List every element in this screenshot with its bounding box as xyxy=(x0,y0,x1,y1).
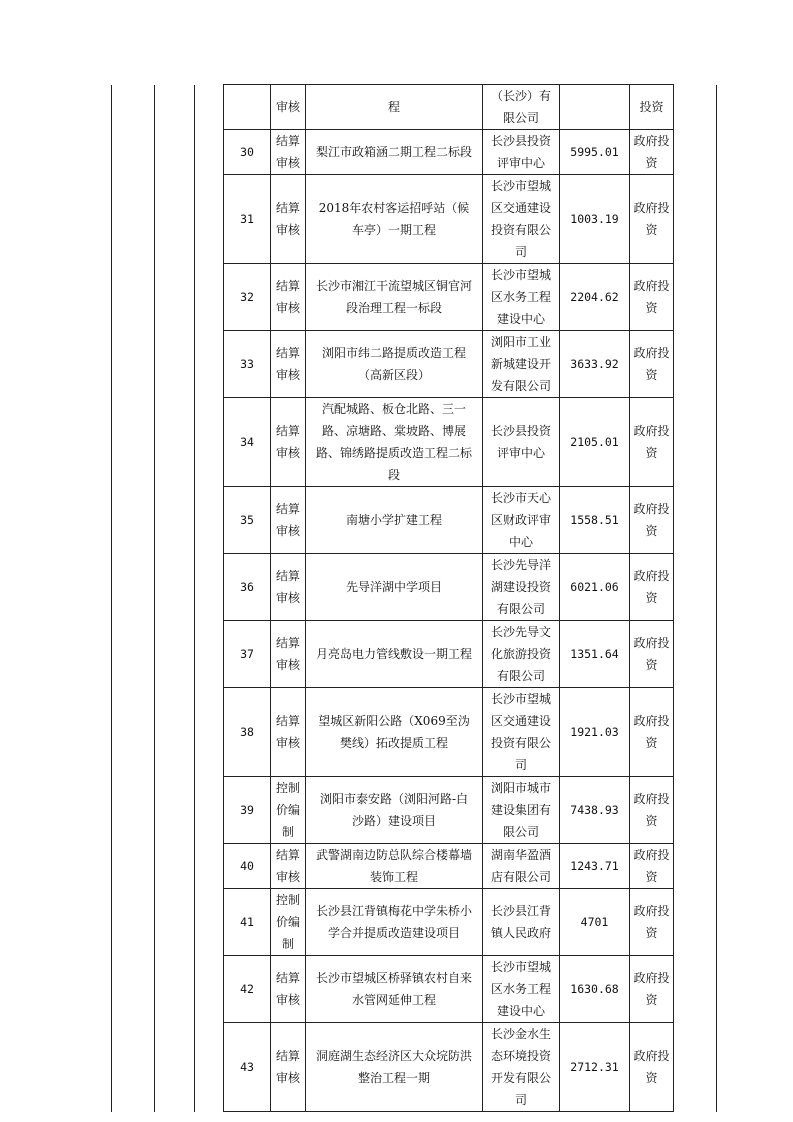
organization-cell: 长沙市望城区水务工程建设中心 xyxy=(483,956,560,1023)
blank-cell xyxy=(112,777,155,844)
blank-cell xyxy=(195,264,224,331)
blank-cell xyxy=(112,889,155,956)
audit-type-cell: 结算审核 xyxy=(271,621,306,688)
blank-cell xyxy=(195,844,224,889)
blank-cell xyxy=(112,487,155,554)
fund-source-cell: 政府投资 xyxy=(630,554,674,621)
row-number-cell: 39 xyxy=(224,777,271,844)
audit-type-cell: 结算审核 xyxy=(271,844,306,889)
blank-cell xyxy=(195,1023,224,1112)
audit-type-cell: 结算审核 xyxy=(271,487,306,554)
fund-source-cell: 政府投资 xyxy=(630,130,674,175)
amount-cell: 3633.92 xyxy=(560,331,630,398)
blank-cell xyxy=(155,398,195,487)
blank-cell xyxy=(112,331,155,398)
organization-cell: 长沙市望城区交通建设投资有限公司 xyxy=(483,688,560,777)
organization-cell: （长沙）有限公司 xyxy=(483,85,560,130)
fund-source-cell: 政府投资 xyxy=(630,264,674,331)
row-number-cell: 33 xyxy=(224,331,271,398)
fund-source-cell: 政府投资 xyxy=(630,487,674,554)
row-number-cell xyxy=(224,85,271,130)
project-name-cell: 长沙市望城区桥驿镇农村自来水管网延伸工程 xyxy=(306,956,483,1023)
blank-cell xyxy=(155,487,195,554)
organization-cell: 长沙县江背镇人民政府 xyxy=(483,889,560,956)
organization-cell: 浏阳市城市建设集团有限公司 xyxy=(483,777,560,844)
fund-source-cell: 政府投资 xyxy=(630,1023,674,1112)
organization-cell: 长沙市天心区财政评审中心 xyxy=(483,487,560,554)
organization-cell: 浏阳市工业新城建设开发有限公司 xyxy=(483,331,560,398)
blank-cell xyxy=(112,264,155,331)
row-number-cell: 31 xyxy=(224,175,271,264)
row-number-cell: 40 xyxy=(224,844,271,889)
organization-cell: 长沙县投资评审中心 xyxy=(483,398,560,487)
organization-cell: 长沙县投资评审中心 xyxy=(483,130,560,175)
blank-cell xyxy=(674,688,717,777)
table-row xyxy=(112,130,717,175)
blank-cell xyxy=(155,844,195,889)
amount-cell: 4701 xyxy=(560,889,630,956)
fund-source-cell: 政府投资 xyxy=(630,331,674,398)
row-number-cell: 34 xyxy=(224,398,271,487)
fund-source-cell: 政府投资 xyxy=(630,688,674,777)
project-name-cell: 武警湖南边防总队综合楼幕墙装饰工程 xyxy=(306,844,483,889)
project-name-cell: 程 xyxy=(306,85,483,130)
project-name-cell: 月亮岛电力管线敷设一期工程 xyxy=(306,621,483,688)
row-number-cell: 37 xyxy=(224,621,271,688)
audit-type-cell: 结算审核 xyxy=(271,331,306,398)
blank-cell xyxy=(155,264,195,331)
blank-cell xyxy=(195,175,224,264)
fund-source-cell: 政府投资 xyxy=(630,956,674,1023)
project-name-cell: 浏阳市泰安路（浏阳河路-白沙路）建设项目 xyxy=(306,777,483,844)
blank-cell xyxy=(112,175,155,264)
blank-cell xyxy=(155,621,195,688)
table-row xyxy=(112,264,717,331)
table-row xyxy=(112,1023,717,1112)
organization-cell: 长沙市望城区交通建设投资有限公司 xyxy=(483,175,560,264)
audit-type-cell: 审核 xyxy=(271,85,306,130)
blank-cell xyxy=(674,844,717,889)
table-row xyxy=(112,331,717,398)
project-name-cell: 长沙市湘江干流望城区铜官河段治理工程一标段 xyxy=(306,264,483,331)
organization-cell: 湖南华盈酒店有限公司 xyxy=(483,844,560,889)
blank-cell xyxy=(195,398,224,487)
row-number-cell: 32 xyxy=(224,264,271,331)
blank-cell xyxy=(155,175,195,264)
blank-cell xyxy=(155,688,195,777)
table-row xyxy=(112,844,717,889)
fund-source-cell: 政府投资 xyxy=(630,621,674,688)
blank-cell xyxy=(674,130,717,175)
blank-cell xyxy=(195,130,224,175)
table-row xyxy=(112,487,717,554)
project-table xyxy=(111,84,717,1112)
amount-cell: 6021.06 xyxy=(560,554,630,621)
blank-cell xyxy=(195,487,224,554)
table-row xyxy=(112,688,717,777)
project-name-cell: 汽配城路、板仓北路、三一路、凉塘路、棠坡路、博展路、锦绣路提质改造工程二标段 xyxy=(306,398,483,487)
amount-cell: 2105.01 xyxy=(560,398,630,487)
fund-source-cell: 政府投资 xyxy=(630,777,674,844)
project-name-cell: 望城区新阳公路（X069至沩樊线）拓改提质工程 xyxy=(306,688,483,777)
blank-cell xyxy=(195,554,224,621)
amount-cell: 7438.93 xyxy=(560,777,630,844)
fund-source-cell: 投资 xyxy=(630,85,674,130)
blank-cell xyxy=(112,621,155,688)
blank-cell xyxy=(674,331,717,398)
blank-cell xyxy=(112,844,155,889)
blank-cell xyxy=(195,956,224,1023)
table-row xyxy=(112,621,717,688)
blank-cell xyxy=(674,956,717,1023)
audit-type-cell: 结算审核 xyxy=(271,554,306,621)
audit-type-cell: 控制价编制 xyxy=(271,777,306,844)
row-number-cell: 36 xyxy=(224,554,271,621)
row-number-cell: 43 xyxy=(224,1023,271,1112)
blank-cell xyxy=(155,1023,195,1112)
blank-cell xyxy=(112,398,155,487)
amount-cell: 1003.19 xyxy=(560,175,630,264)
amount-cell: 1630.68 xyxy=(560,956,630,1023)
fund-source-cell: 政府投资 xyxy=(630,889,674,956)
blank-cell xyxy=(674,777,717,844)
blank-cell xyxy=(674,487,717,554)
blank-cell xyxy=(112,85,155,130)
project-name-cell: 2018年农村客运招呼站（候车亭）一期工程 xyxy=(306,175,483,264)
blank-cell xyxy=(195,331,224,398)
blank-cell xyxy=(195,889,224,956)
amount-cell: 1243.71 xyxy=(560,844,630,889)
organization-cell: 长沙先导文化旅游投资有限公司 xyxy=(483,621,560,688)
table-row xyxy=(112,175,717,264)
audit-type-cell: 结算审核 xyxy=(271,130,306,175)
project-name-cell: 浏阳市纬二路提质改造工程（高新区段） xyxy=(306,331,483,398)
blank-cell xyxy=(155,956,195,1023)
row-number-cell: 30 xyxy=(224,130,271,175)
project-name-cell: 长沙县江背镇梅花中学朱桥小学合并提质改造建设项目 xyxy=(306,889,483,956)
blank-cell xyxy=(112,688,155,777)
audit-type-cell: 结算审核 xyxy=(271,688,306,777)
amount-cell: 1558.51 xyxy=(560,487,630,554)
fund-source-cell: 政府投资 xyxy=(630,398,674,487)
blank-cell xyxy=(112,554,155,621)
project-name-cell: 先导洋湖中学项目 xyxy=(306,554,483,621)
audit-type-cell: 结算审核 xyxy=(271,398,306,487)
table-row xyxy=(112,777,717,844)
blank-cell xyxy=(674,175,717,264)
blank-cell xyxy=(112,956,155,1023)
organization-cell: 长沙金水生态环境投资开发有限公司 xyxy=(483,1023,560,1112)
table-row xyxy=(112,85,717,130)
row-number-cell: 42 xyxy=(224,956,271,1023)
row-number-cell: 35 xyxy=(224,487,271,554)
blank-cell xyxy=(155,889,195,956)
blank-cell xyxy=(195,777,224,844)
fund-source-cell: 政府投资 xyxy=(630,844,674,889)
blank-cell xyxy=(195,688,224,777)
blank-cell xyxy=(674,889,717,956)
amount-cell: 2712.31 xyxy=(560,1023,630,1112)
project-table-body xyxy=(112,85,717,1112)
amount-cell: 2204.62 xyxy=(560,264,630,331)
table-row xyxy=(112,956,717,1023)
amount-cell xyxy=(560,85,630,130)
blank-cell xyxy=(155,554,195,621)
audit-type-cell: 结算审核 xyxy=(271,264,306,331)
amount-cell: 1921.03 xyxy=(560,688,630,777)
project-name-cell: 洞庭湖生态经济区大众垸防洪整治工程一期 xyxy=(306,1023,483,1112)
fund-source-cell: 政府投资 xyxy=(630,175,674,264)
blank-cell xyxy=(112,130,155,175)
amount-cell: 5995.01 xyxy=(560,130,630,175)
blank-cell xyxy=(155,777,195,844)
project-table-container xyxy=(111,84,717,1112)
blank-cell xyxy=(112,1023,155,1112)
blank-cell xyxy=(195,621,224,688)
blank-cell xyxy=(674,264,717,331)
blank-cell xyxy=(155,331,195,398)
table-row xyxy=(112,398,717,487)
blank-cell xyxy=(674,621,717,688)
blank-cell xyxy=(674,1023,717,1112)
table-row xyxy=(112,889,717,956)
organization-cell: 长沙先导洋湖建设投资有限公司 xyxy=(483,554,560,621)
blank-cell xyxy=(155,85,195,130)
blank-cell xyxy=(674,85,717,130)
audit-type-cell: 控制价编制 xyxy=(271,889,306,956)
blank-cell xyxy=(674,398,717,487)
audit-type-cell: 结算审核 xyxy=(271,1023,306,1112)
row-number-cell: 38 xyxy=(224,688,271,777)
audit-type-cell: 结算审核 xyxy=(271,956,306,1023)
row-number-cell: 41 xyxy=(224,889,271,956)
blank-cell xyxy=(674,554,717,621)
organization-cell: 长沙市望城区水务工程建设中心 xyxy=(483,264,560,331)
table-row xyxy=(112,554,717,621)
project-name-cell: 梨江市政箱涵二期工程二标段 xyxy=(306,130,483,175)
blank-cell xyxy=(155,130,195,175)
blank-cell xyxy=(195,85,224,130)
project-name-cell: 南塘小学扩建工程 xyxy=(306,487,483,554)
audit-type-cell: 结算审核 xyxy=(271,175,306,264)
amount-cell: 1351.64 xyxy=(560,621,630,688)
